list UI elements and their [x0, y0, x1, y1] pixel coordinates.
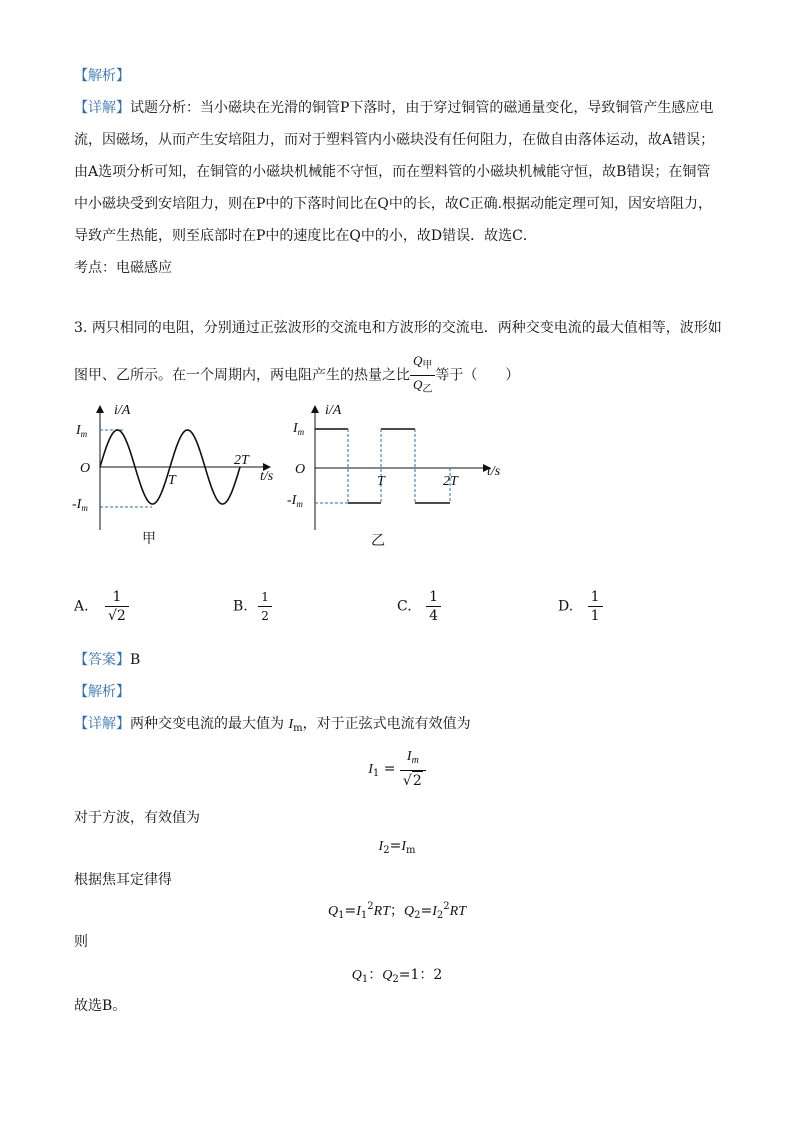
answer-line [74, 650, 140, 670]
origin-label-2: O [295, 462, 306, 477]
option-a[interactable]: A. $\frac{1}{√2}$ [74, 588, 129, 625]
question-text-2: 图甲、乙所示。在一个周期内，两电阻产生的热量之比 [74, 367, 410, 384]
detail-tag: 【详解】 [74, 100, 130, 116]
option-c[interactable]: C. $\frac{1}{4}$ [397, 588, 441, 625]
question-number: 3. [74, 320, 88, 336]
two-t-label-2: 2T [443, 474, 458, 489]
detail-answer-line: 【详解】两种交变电流的最大值为 $I_m$，对于正弦式电流有效值为 [74, 716, 471, 734]
neg-im-label: $-I_m$ [72, 497, 88, 513]
t-label-2: T [377, 474, 385, 489]
analysis-tag-2: 【解析】 [74, 684, 130, 700]
answer-tag: 【答案】 [74, 652, 130, 668]
question-text-2-end: 等于（ ） [435, 367, 520, 384]
detail-line-1 [74, 98, 713, 118]
x-label-2: t/s [487, 464, 501, 479]
x-label: t/s [260, 469, 274, 484]
formula-i1: $I_1$ = $\frac{I_m}{√2}$ [0, 748, 794, 790]
detail-line-3: 由A选项分析可知，在铜管的小磁块机械能不守恒，而在塑料管的小磁块机械能守恒，故B错误；在铜管 [74, 164, 711, 180]
detail-line-5: 导致产生热能，则至底部时在P中的速度比在Q中的小，故D错误．故选C． [74, 228, 537, 244]
detail-line-2: 流，因磁场，从而产生安培阻力，而对于塑料管内小磁块没有任何阻力，在做自由落体运动，故A错误； [74, 132, 715, 148]
y-label: i/A [114, 403, 131, 418]
caption-yi: 乙 [371, 533, 385, 549]
graph-square [285, 400, 515, 554]
sine-wave-figure [70, 400, 280, 550]
question-line-1 [74, 318, 722, 338]
neg-im-label-2: $-I_m$ [287, 493, 303, 509]
ze-line: 则 [74, 934, 88, 950]
y-label-2: i/A [325, 403, 342, 418]
analysis-tag: 【解析】 [74, 68, 130, 84]
formula-ratio: $Q_1$：$Q_2=1$：2 [351, 967, 443, 985]
caption-jia: 甲 [142, 531, 156, 547]
detail-line-4: 中小磁块受到安培阻力，则在P中的下落时间比在Q中的长，故C正确.根据动能定理可知，因安培阻力， [74, 196, 713, 212]
two-t-label: 2T [234, 453, 249, 468]
option-b[interactable]: B. $\frac{1}{2}$ [233, 588, 272, 625]
formula-q: $Q_1=I_1^2RT$；$Q_2=I_2^2RT$ [328, 901, 466, 921]
graph-sine [70, 400, 280, 554]
origin-label: O [80, 461, 91, 476]
answer-value: B [130, 652, 141, 668]
ratio-fraction: $\frac{Q_甲}{Q_乙}$ [410, 352, 435, 399]
choose-line: 故选B。 [74, 998, 127, 1014]
question-line-2 [74, 352, 519, 399]
option-d[interactable]: D. $\frac{1}{1}$ [558, 588, 603, 625]
square-wave-figure [285, 400, 515, 550]
t-label: T [168, 473, 176, 488]
kaodian-line: 考点：电磁感应 [74, 260, 172, 276]
square-wave-line: 对于方波，有效值为 [74, 810, 200, 826]
detail-text-1: 试题分析：当小磁块在光滑的铜管P下落时，由于穿过铜管的磁通量变化，导致铜管产生感应电 [130, 100, 714, 116]
im-label: $I_m$ [76, 423, 88, 439]
joule-line: 根据焦耳定律得 [74, 872, 172, 888]
question-text-1: 两只相同的电阻，分别通过正弦波形的交流电和方波形的交流电．两种交变电流的最大值相等，波形如 [91, 320, 722, 336]
im-label-2: $I_m$ [293, 421, 305, 437]
formula-i2: $I_2=I_m$ [378, 838, 416, 856]
